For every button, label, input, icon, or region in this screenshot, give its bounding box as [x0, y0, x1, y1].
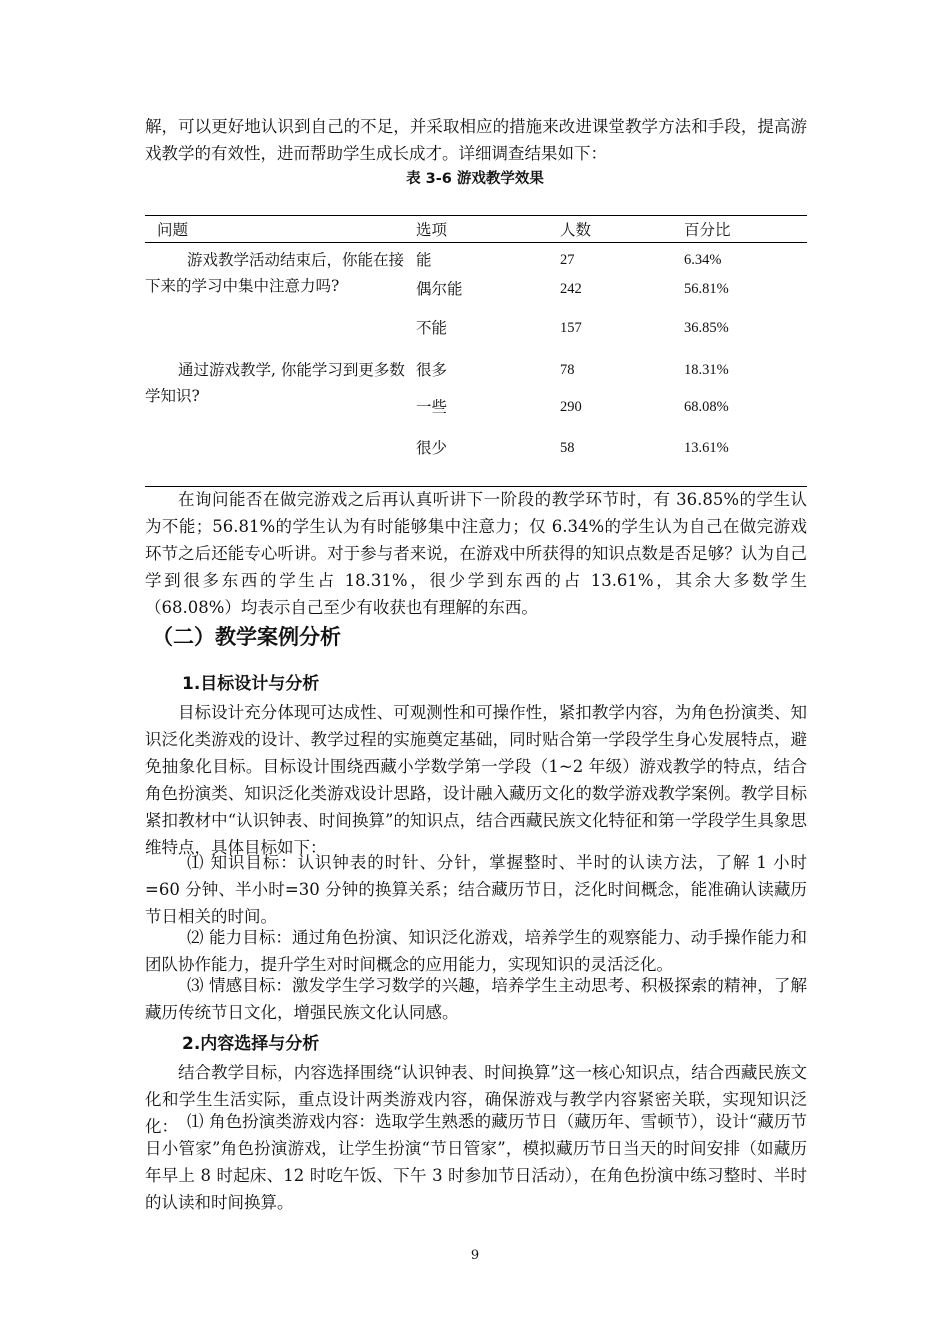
subsection-paragraph: 目标设计充分体现可达成性、可观测性和可操作性，紧扣教学内容，为角色扮演类、知识泛化类游戏的设计、教学过程的实施奠定基础，同时贴合第一学段学生身心发展特点，避免抽象化目标。目标设计围绕西藏小学数学第一学段（1~2 年级）游戏教学的特点，结合角色扮演类、知识泛化类游戏设计思路，设计融入藏历文化的数学游戏教学案例。教学目标紧扣教材中“认识钟表、时间换算”的知识点，结合西藏民族文化特征和第一学段学生具象思维特点，具体目标如下：	[145, 703, 807, 857]
table-header-option: 选项	[416, 221, 448, 239]
list-item: ⑶ 情感目标：激发学生学习数学的兴趣，培养学生主动思考、积极探索的精神，了解藏历传统节日文化，增强民族文化认同感。	[145, 976, 807, 1022]
subsection-paragraph: 结合教学目标，内容选择围绕“认识钟表、时间换算”这一核心知识点，结合西藏民族文化和学生生活实际，重点设计两类游戏内容，确保游戏与教学内容紧密关联，实现知识泛化：	[145, 1063, 807, 1136]
table-percent: 6.34%	[684, 252, 722, 268]
table-count: 290	[560, 399, 582, 415]
table-option: 很多	[416, 361, 448, 379]
table-option: 一些	[416, 398, 448, 416]
table-option: 不能	[416, 319, 448, 337]
analysis-paragraph: 在询问能否在做完游戏之后再认真听讲下一阶段的教学环节时，有 36.85%的学生认为不能；56.81%的学生认为有时能够集中注意力；仅 6.34%的学生认为自己在做完游戏环节之后还能专心听讲。对于参与者来说，在游戏中所获得的知识点数是否足够？认为自己学到很多东西的学生占 18.31%，很少学到东西的占 13.61%，其余大多数学生（68.08%）均表示自己至少有收获也有理解的东西。	[145, 490, 807, 617]
table-count: 157	[560, 320, 582, 336]
table-percent: 36.85%	[684, 320, 729, 336]
table-percent: 18.31%	[684, 362, 729, 378]
table-question-1: 游戏教学活动结束后，你能在接下来的学习中集中注意力吗?	[145, 251, 405, 295]
subsection-heading: 1.目标设计与分析	[182, 674, 320, 694]
list-item: ⑴ 知识目标：认识钟表的时针、分针，掌握整时、半时的认读方法，了解 1 小时=60 分钟、半小时=30 分钟的换算关系；结合藏历节日，泛化时间概念，能准确认读藏历节日相关的时间。	[145, 853, 807, 926]
table-count: 242	[560, 281, 582, 297]
table-header-percent: 百分比	[684, 221, 731, 239]
section-heading: （二）教学案例分析	[152, 625, 341, 649]
table-question-2: 通过游戏教学, 你能学习到更多数学知识?	[145, 361, 405, 405]
table-option: 偶尔能	[416, 280, 463, 298]
table-header-count: 人数	[560, 221, 592, 239]
table-percent: 13.61%	[684, 440, 729, 456]
table-percent: 56.81%	[684, 281, 729, 297]
table-top-rule	[145, 215, 807, 216]
table-percent: 68.08%	[684, 399, 729, 415]
subsection-heading: 2.内容选择与分析	[182, 1034, 320, 1054]
table-count: 78	[560, 362, 575, 378]
page-number: 9	[470, 1248, 480, 1263]
table-count: 58	[560, 440, 575, 456]
intro-paragraph: 解，可以更好地认识到自己的不足，并采取相应的措施来改进课堂教学方法和手段，提高游戏教学的有效性，进而帮助学生成长成才。详细调查结果如下：	[145, 117, 807, 163]
table-count: 27	[560, 252, 575, 268]
table-option: 很少	[416, 439, 448, 457]
list-item: ⑴ 角色扮演类游戏内容：选取学生熟悉的藏历节日（藏历年、雪顿节），设计“藏历节日小管家”角色扮演游戏，让学生扮演“节日管家”，模拟藏历节日当天的时间安排（如藏历年早上 8 时起床、12 时吃午饭、下午 3 时参加节日活动），在角色扮演中练习整时、半时的认读和时间换算。	[145, 1112, 807, 1212]
table-option: 能	[416, 251, 432, 269]
list-item: ⑵ 能力目标：通过角色扮演、知识泛化游戏，培养学生的观察能力、动手操作能力和团队协作能力，提升学生对时间概念的应用能力，实现知识的灵活泛化。	[145, 928, 807, 974]
table-header-question: 问题	[157, 221, 189, 239]
table-caption: 表 3-6 游戏教学效果	[406, 171, 544, 187]
